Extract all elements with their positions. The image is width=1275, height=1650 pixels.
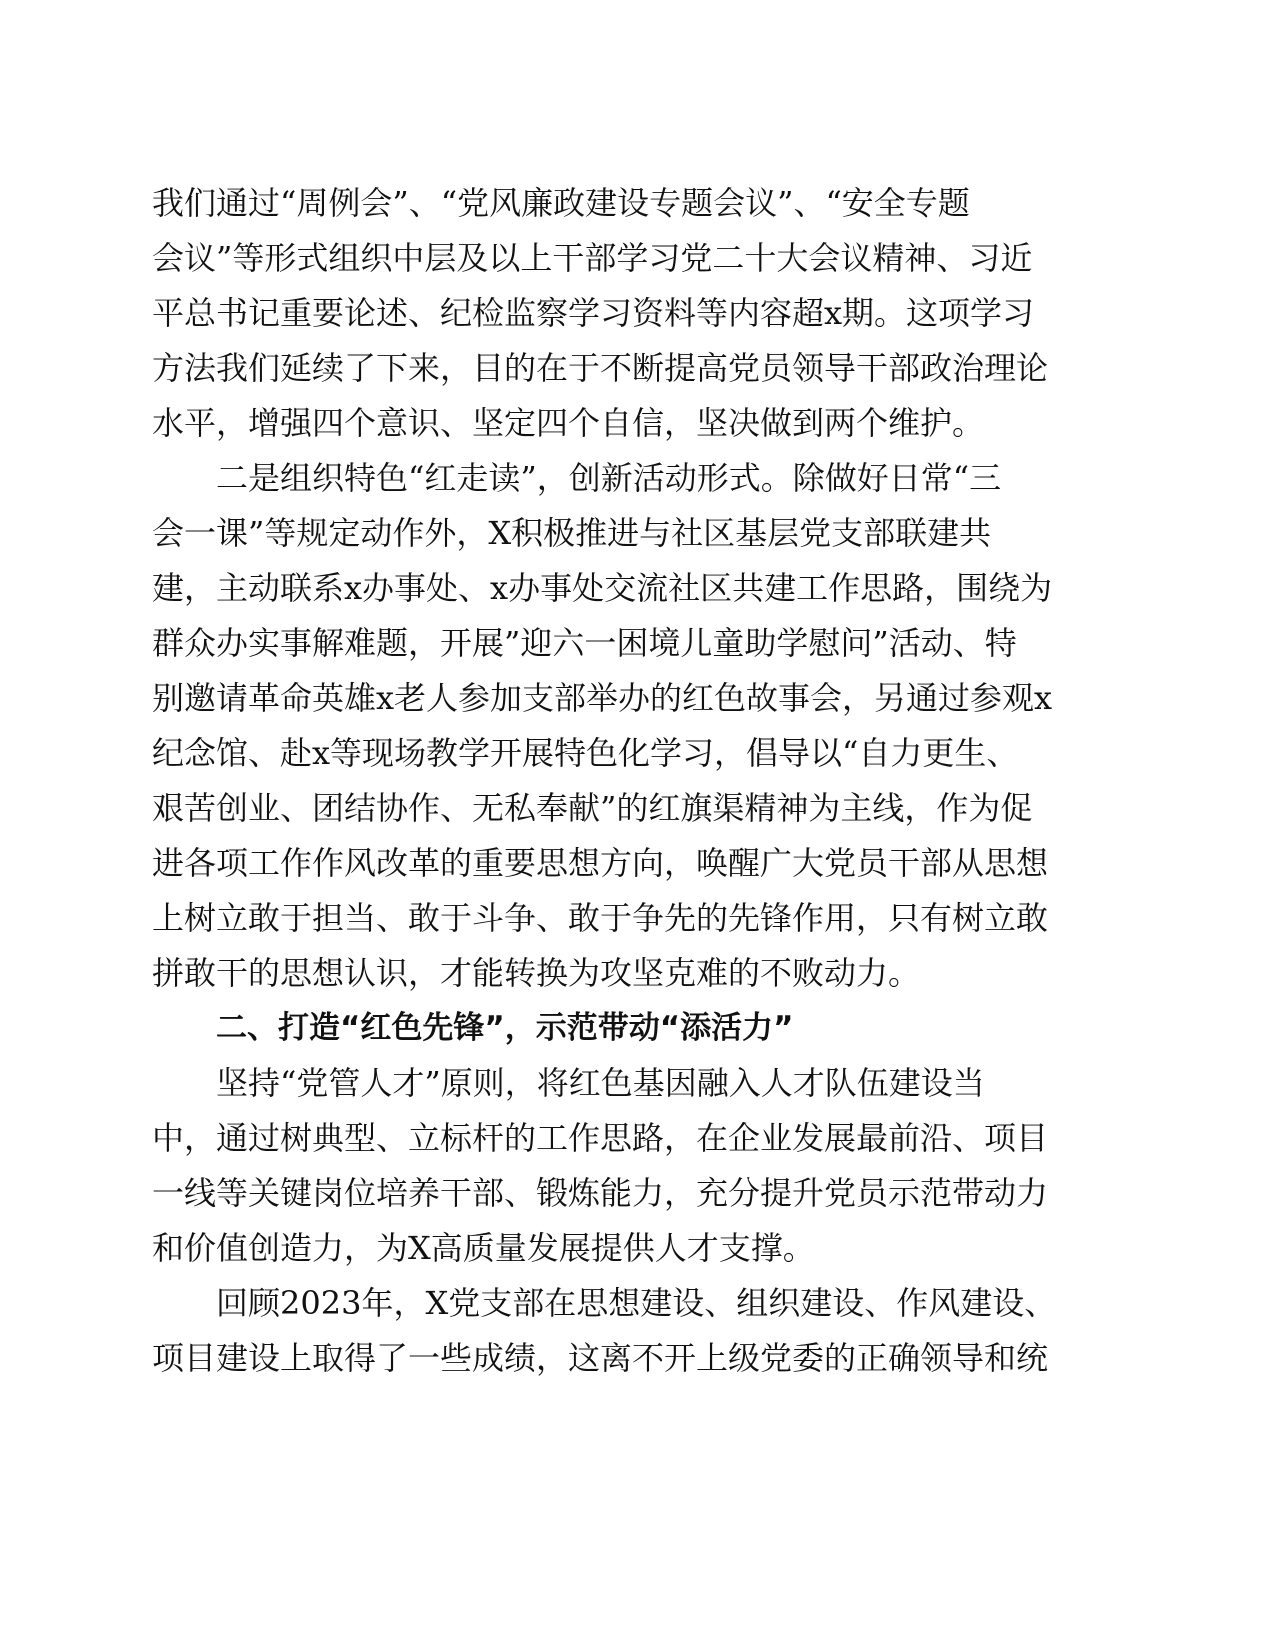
text-line-22: 项目建设上取得了一些成绩，这离不开上级党委的正确领导和统 [152, 1339, 1049, 1377]
text-line-3: 平总书记重要论述、纪检监察学习资料等内容超x期。这项学习 [152, 294, 1035, 332]
text-line-9: 群众办实事解难题，开展”迎六一困境儿童助学慰问”活动、特 [152, 624, 1017, 662]
paragraph-start-line: 坚持“党管人才”原则，将红色基因融入人才队伍建设当 [216, 1064, 985, 1102]
text-line-11: 纪念馆、赴x等现场教学开展特色化学习，倡导以“自力更生、 [152, 734, 1019, 772]
text-line-15: 拼敢干的思想认识，才能转换为攻坚克难的不败动力。 [152, 954, 921, 992]
paragraph-start-line: 二是组织特色“红走读”，创新活动形式。除做好日常“三 [216, 459, 1002, 497]
text-line-19: 一线等关键岗位培养干部、锻炼能力，充分提升党员示范带动力 [152, 1174, 1049, 1212]
text-line-12: 艰苦创业、团结协作、无私奉献”的红旗渠精神为主线，作为促 [152, 789, 1033, 827]
text-line-1: 我们通过“周例会”、“党风廉政建设专题会议”、“安全专题 [152, 184, 970, 222]
text-line-14: 上树立敢于担当、敢于斗争、敢于争先的先锋作用，只有树立敢 [152, 899, 1049, 937]
text-line-8: 建，主动联系x办事处、x办事处交流社区共建工作思路，围绕为 [152, 569, 1053, 607]
text-line-20: 和价值创造力，为X高质量发展提供人才支撑。 [152, 1229, 815, 1267]
text-line-5: 水平，增强四个意识、坚定四个自信，坚决做到两个维护。 [152, 404, 985, 442]
text-line-13: 进各项工作作风改革的重要思想方向，唤醒广大党员干部从思想 [152, 844, 1049, 882]
paragraph-start-line: 回顾2023年，X党支部在思想建设、组织建设、作风建设、 [216, 1284, 1057, 1322]
text-line-4: 方法我们延续了下来，目的在于不断提高党员领导干部政治理论 [152, 349, 1049, 387]
text-line-10: 别邀请革命英雄x老人参加支部举办的红色故事会，另通过参观x [152, 679, 1053, 717]
text-line-18: 中，通过树典型、立标杆的工作思路，在企业发展最前沿、项目 [152, 1119, 1049, 1157]
text-line-7: 会一课”等规定动作外，X积极推进与社区基层党支部联建共 [152, 514, 992, 552]
section-heading: 二、打造“红色先锋”，示范带动“添活力” [216, 1010, 794, 1046]
text-line-2: 会议”等形式组织中层及以上干部学习党二十大会议精神、习近 [152, 239, 1033, 277]
